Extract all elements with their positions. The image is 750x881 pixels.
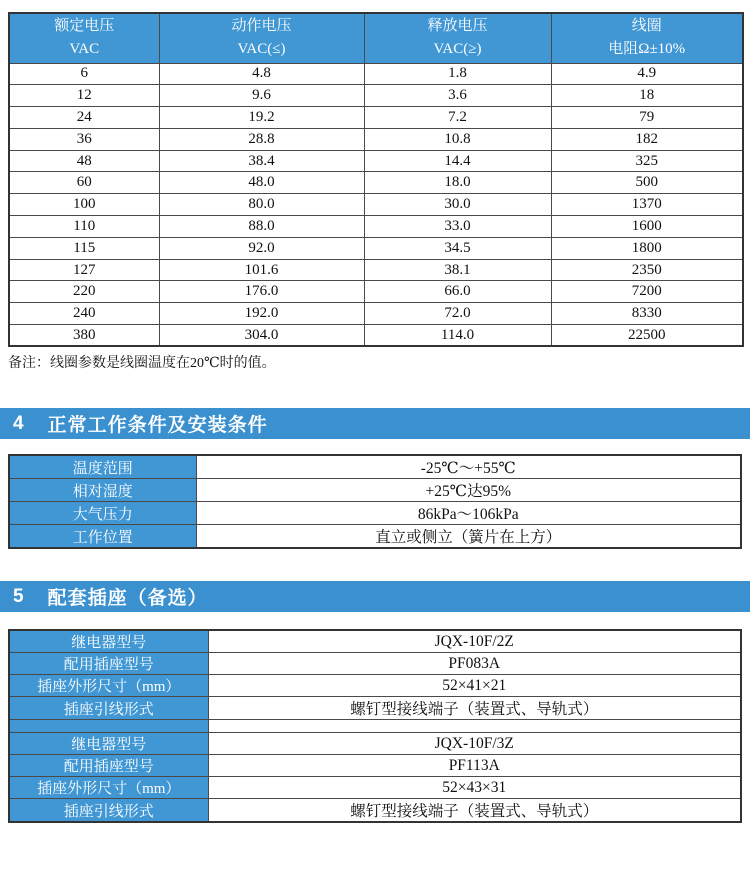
voltage-row (9, 150, 743, 172)
voltage-row (9, 85, 743, 107)
voltage-row (9, 237, 743, 259)
spec-label: 插座引线形式 (9, 697, 208, 720)
voltage-cell: 240 (9, 303, 159, 325)
voltage-cell: 2350 (551, 259, 743, 281)
voltage-cell: 500 (551, 172, 743, 194)
voltage-header-row (9, 13, 743, 63)
spec-row (9, 697, 741, 720)
voltage-cell: 192.0 (159, 303, 364, 325)
voltage-cell: 6 (9, 63, 159, 85)
voltage-row (9, 325, 743, 347)
voltage-cell: 48.0 (159, 172, 364, 194)
spec-label: 配用插座型号 (9, 653, 208, 675)
spec-label: 相对湿度 (9, 479, 196, 502)
spec-row (9, 799, 741, 823)
spec-value: PF113A (208, 755, 741, 777)
spec-row (9, 525, 741, 549)
section-4-title: 正常工作条件及安装条件 (47, 415, 268, 437)
voltage-cell: 18 (551, 85, 743, 107)
voltage-cell: 8330 (551, 303, 743, 325)
voltage-cell: 12 (9, 85, 159, 107)
voltage-cell: 38.1 (364, 259, 551, 281)
voltage-column-header (364, 13, 551, 63)
voltage-cell: 325 (551, 150, 743, 172)
voltage-cell: 88.0 (159, 216, 364, 238)
spec-label: 工作位置 (9, 525, 196, 549)
voltage-cell: 66.0 (364, 281, 551, 303)
voltage-cell: 220 (9, 281, 159, 303)
voltage-cell: 18.0 (364, 172, 551, 194)
spec-row (9, 653, 741, 675)
voltage-cell: 24 (9, 107, 159, 129)
voltage-cell: 92.0 (159, 237, 364, 259)
voltage-cell: 60 (9, 172, 159, 194)
voltage-cell: 176.0 (159, 281, 364, 303)
voltage-column-header (159, 13, 364, 63)
spec-label: 插座引线形式 (9, 799, 208, 823)
spec-value: 螺钉型接线端子（装置式、导轨式） (208, 697, 741, 720)
header-line-2: VAC(≤) (237, 41, 286, 58)
voltage-cell: 4.8 (159, 63, 364, 85)
spec-value: 52×41×21 (208, 675, 741, 697)
voltage-row (9, 303, 743, 325)
spec-row (9, 630, 741, 653)
voltage-cell: 101.6 (159, 259, 364, 281)
matching-sockets-table (8, 629, 742, 823)
voltage-row (9, 216, 743, 238)
voltage-cell: 1600 (551, 216, 743, 238)
spec-label: 温度范围 (9, 455, 196, 479)
spec-row (9, 755, 741, 777)
voltage-cell: 114.0 (364, 325, 551, 347)
spec-row (9, 777, 741, 799)
voltage-cell: 10.8 (364, 128, 551, 150)
spec-row (9, 733, 741, 755)
voltage-cell: 100 (9, 194, 159, 216)
section-5-header-bar (0, 581, 750, 612)
spec-value: 直立或侧立（簧片在上方） (196, 525, 741, 549)
spec-label: 配用插座型号 (9, 755, 208, 777)
voltage-row (9, 194, 743, 216)
voltage-cell: 115 (9, 237, 159, 259)
voltage-row (9, 128, 743, 150)
spec-label: 大气压力 (9, 502, 196, 525)
voltage-cell: 380 (9, 325, 159, 347)
header-line-2: VAC (69, 41, 100, 58)
header-line-1: 线圈 (631, 18, 662, 35)
voltage-cell: 7200 (551, 281, 743, 303)
spec-value: -25℃～+55℃ (196, 455, 741, 479)
operating-conditions-table (8, 454, 742, 549)
voltage-cell: 19.2 (159, 107, 364, 129)
voltage-cell: 1370 (551, 194, 743, 216)
header-line-1: 动作电压 (231, 18, 292, 35)
spec-value: 螺钉型接线端子（装置式、导轨式） (208, 799, 741, 823)
header-line-2: 电阻Ω±10% (608, 41, 686, 58)
voltage-cell: 28.8 (159, 128, 364, 150)
section-4-header-bar (0, 408, 750, 439)
spec-row (9, 675, 741, 697)
voltage-row (9, 107, 743, 129)
coil-note: 备注：线圈参数是线圈温度在20℃时的值。 (8, 356, 276, 372)
spec-label: 插座外形尺寸（mm） (9, 675, 208, 697)
spec-row (9, 479, 741, 502)
voltage-cell: 22500 (551, 325, 743, 347)
voltage-row (9, 281, 743, 303)
spec-value: +25℃达95% (196, 479, 741, 502)
spacer-label-cell (9, 720, 208, 733)
spec-label: 插座外形尺寸（mm） (9, 777, 208, 799)
spec-value: JQX-10F/3Z (208, 733, 741, 755)
spec-value: 52×43×31 (208, 777, 741, 799)
section-4-number: 4 (13, 412, 24, 434)
spec-value: JQX-10F/2Z (208, 630, 741, 653)
header-line-1: 额定电压 (54, 18, 115, 35)
header-line-2: VAC(≥) (433, 41, 482, 58)
spec-row (9, 455, 741, 479)
voltage-column-header (551, 13, 743, 63)
voltage-row (9, 63, 743, 85)
voltage-cell: 110 (9, 216, 159, 238)
voltage-cell: 1800 (551, 237, 743, 259)
voltage-cell: 38.4 (159, 150, 364, 172)
datasheet-page (0, 12, 750, 881)
spec-value: PF083A (208, 653, 741, 675)
socket-spacer-row (9, 720, 741, 733)
voltage-cell: 79 (551, 107, 743, 129)
voltage-cell: 1.8 (364, 63, 551, 85)
voltage-row (9, 259, 743, 281)
voltage-cell: 72.0 (364, 303, 551, 325)
voltage-spec-table (8, 12, 744, 347)
voltage-cell: 7.2 (364, 107, 551, 129)
voltage-cell: 80.0 (159, 194, 364, 216)
voltage-cell: 48 (9, 150, 159, 172)
voltage-cell: 14.4 (364, 150, 551, 172)
voltage-cell: 9.6 (159, 85, 364, 107)
voltage-column-header (9, 13, 159, 63)
voltage-cell: 33.0 (364, 216, 551, 238)
voltage-cell: 36 (9, 128, 159, 150)
spacer-value-cell (208, 720, 741, 733)
spec-label: 继电器型号 (9, 630, 208, 653)
spec-row (9, 502, 741, 525)
section-5-title: 配套插座（备选） (47, 588, 208, 610)
voltage-cell: 4.9 (551, 63, 743, 85)
voltage-cell: 304.0 (159, 325, 364, 347)
section-5-number: 5 (13, 585, 24, 607)
spec-value: 86kPa～106kPa (196, 502, 741, 525)
voltage-cell: 182 (551, 128, 743, 150)
voltage-cell: 30.0 (364, 194, 551, 216)
voltage-row (9, 172, 743, 194)
voltage-cell: 34.5 (364, 237, 551, 259)
spec-label: 继电器型号 (9, 733, 208, 755)
header-line-1: 释放电压 (427, 18, 488, 35)
voltage-cell: 3.6 (364, 85, 551, 107)
voltage-cell: 127 (9, 259, 159, 281)
